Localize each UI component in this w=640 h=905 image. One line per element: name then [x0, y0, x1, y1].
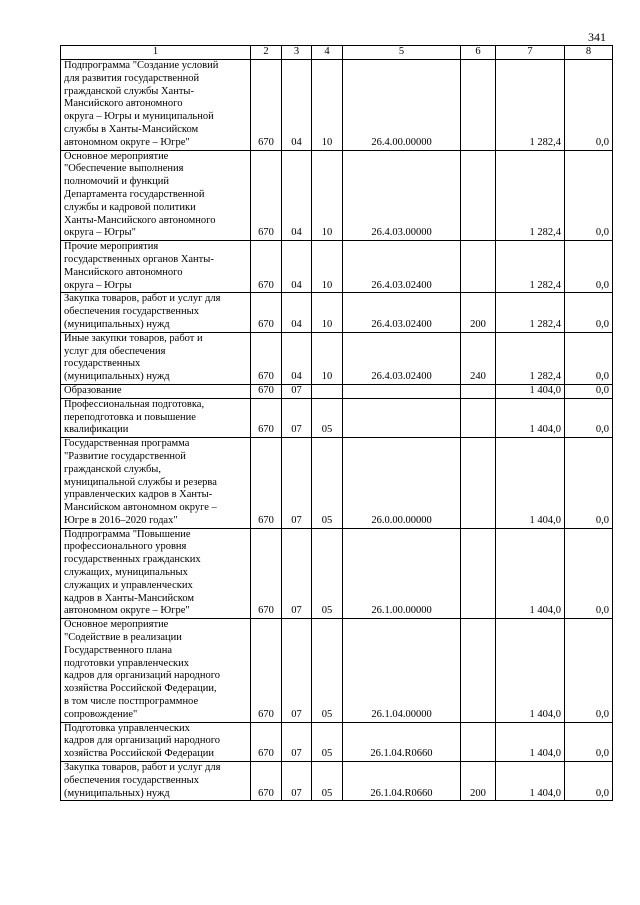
cell-amount-2017: 1 404,0 [496, 619, 565, 722]
cell-amount-2017: 1 404,0 [496, 722, 565, 761]
cell-target-article [343, 398, 461, 437]
cell-amount-2018: 0,0 [565, 528, 613, 619]
table-row [61, 241, 613, 293]
cell-ministry-code: 670 [251, 60, 282, 151]
cell-target-article: 26.1.04.R0660 [343, 722, 461, 761]
row-name-cell: Закупка товаров, работ и услуг для обеспечения государственных (муниципальных) нужд [61, 762, 251, 801]
cell-subsection-code: 10 [312, 332, 343, 384]
cell-section-code: 04 [282, 241, 312, 293]
cell-expense-type [461, 241, 496, 293]
table-row [61, 722, 613, 761]
column-header: 7 [496, 46, 565, 60]
table-row [61, 438, 613, 529]
cell-section-code: 04 [282, 150, 312, 241]
cell-section-code: 04 [282, 332, 312, 384]
cell-subsection-code: 10 [312, 60, 343, 151]
table-row [61, 398, 613, 437]
cell-amount-2017: 1 404,0 [496, 762, 565, 801]
cell-amount-2018: 0,0 [565, 241, 613, 293]
cell-amount-2017: 1 404,0 [496, 384, 565, 398]
column-header: 5 [343, 46, 461, 60]
table-row [61, 293, 613, 332]
cell-expense-type [461, 619, 496, 722]
cell-subsection-code: 05 [312, 398, 343, 437]
cell-amount-2018: 0,0 [565, 332, 613, 384]
table-row [61, 619, 613, 722]
column-header: 3 [282, 46, 312, 60]
cell-expense-type [461, 722, 496, 761]
cell-subsection-code: 10 [312, 241, 343, 293]
column-header: 4 [312, 46, 343, 60]
cell-target-article: 26.4.03.02400 [343, 332, 461, 384]
cell-expense-type [461, 528, 496, 619]
row-name-cell: Прочие мероприятия государственных органов Ханты- Мансийского автономного округа – Югры [61, 241, 251, 293]
cell-subsection-code: 05 [312, 438, 343, 529]
cell-section-code: 04 [282, 293, 312, 332]
row-name-cell: Закупка товаров, работ и услуг для обеспечения государственных (муниципальных) нужд [61, 293, 251, 332]
cell-subsection-code: 10 [312, 293, 343, 332]
cell-amount-2017: 1 404,0 [496, 438, 565, 529]
cell-subsection-code: 05 [312, 528, 343, 619]
table-row [61, 762, 613, 801]
cell-ministry-code: 670 [251, 241, 282, 293]
cell-target-article: 26.4.03.02400 [343, 293, 461, 332]
cell-amount-2018: 0,0 [565, 60, 613, 151]
cell-ministry-code: 670 [251, 619, 282, 722]
cell-target-article: 26.4.00.00000 [343, 60, 461, 151]
row-name-cell: Иные закупки товаров, работ и услуг для обеспечения государственных (муниципальных) нужд [61, 332, 251, 384]
cell-subsection-code: 10 [312, 150, 343, 241]
cell-amount-2017: 1 282,4 [496, 332, 565, 384]
cell-amount-2018: 0,0 [565, 150, 613, 241]
cell-target-article: 26.4.03.00000 [343, 150, 461, 241]
cell-expense-type [461, 150, 496, 241]
row-name-cell: Образование [61, 384, 251, 398]
column-header: 1 [61, 46, 251, 60]
row-name-cell: Подпрограмма "Повышение профессионального уровня государственных гражданских служащих, муниципальных служащих и управленческих кадров в Ханты-Мансийском автономном округе – Югре" [61, 528, 251, 619]
cell-section-code: 07 [282, 528, 312, 619]
cell-section-code: 07 [282, 619, 312, 722]
cell-amount-2017: 1 282,4 [496, 241, 565, 293]
cell-ministry-code: 670 [251, 384, 282, 398]
page-number: 341 [588, 30, 606, 44]
cell-ministry-code: 670 [251, 762, 282, 801]
cell-amount-2017: 1 282,4 [496, 293, 565, 332]
column-header: 6 [461, 46, 496, 60]
cell-amount-2017: 1 404,0 [496, 398, 565, 437]
cell-expense-type [461, 398, 496, 437]
cell-amount-2017: 1 282,4 [496, 150, 565, 241]
cell-amount-2017: 1 404,0 [496, 528, 565, 619]
cell-expense-type: 200 [461, 293, 496, 332]
cell-amount-2017: 1 282,4 [496, 60, 565, 151]
cell-section-code: 07 [282, 398, 312, 437]
cell-expense-type: 200 [461, 762, 496, 801]
cell-expense-type [461, 384, 496, 398]
cell-amount-2018: 0,0 [565, 438, 613, 529]
cell-ministry-code: 670 [251, 528, 282, 619]
budget-table [60, 45, 613, 801]
cell-section-code: 07 [282, 384, 312, 398]
table-row [61, 60, 613, 151]
cell-subsection-code: 05 [312, 722, 343, 761]
cell-section-code: 04 [282, 60, 312, 151]
cell-subsection-code: 05 [312, 762, 343, 801]
cell-ministry-code: 670 [251, 150, 282, 241]
cell-target-article: 26.1.04.R0660 [343, 762, 461, 801]
cell-amount-2018: 0,0 [565, 722, 613, 761]
cell-amount-2018: 0,0 [565, 762, 613, 801]
column-header: 8 [565, 46, 613, 60]
row-name-cell: Основное мероприятие "Обеспечение выполнения полномочий и функций Департамента государственной службы и кадровой политики Ханты-Мансийского автономного округа – Югры" [61, 150, 251, 241]
cell-target-article: 26.1.04.00000 [343, 619, 461, 722]
cell-amount-2018: 0,0 [565, 293, 613, 332]
cell-target-article: 26.1.00.00000 [343, 528, 461, 619]
cell-amount-2018: 0,0 [565, 384, 613, 398]
cell-ministry-code: 670 [251, 438, 282, 529]
cell-amount-2018: 0,0 [565, 619, 613, 722]
table-row [61, 528, 613, 619]
cell-ministry-code: 670 [251, 293, 282, 332]
row-name-cell: Профессиональная подготовка, переподготовка и повышение квалификации [61, 398, 251, 437]
cell-section-code: 07 [282, 722, 312, 761]
cell-subsection-code: 05 [312, 619, 343, 722]
cell-target-article: 26.4.03.02400 [343, 241, 461, 293]
cell-expense-type: 240 [461, 332, 496, 384]
cell-ministry-code: 670 [251, 398, 282, 437]
table-row [61, 332, 613, 384]
row-name-cell: Подготовка управленческих кадров для организаций народного хозяйства Российской Федерации [61, 722, 251, 761]
row-name-cell: Подпрограмма "Создание условий для развития государственной гражданской службы Ханты- Мансийского автономного округа – Югры и муниципальной службы в Ханты-Мансийском автономном округе – Югре" [61, 60, 251, 151]
cell-expense-type [461, 60, 496, 151]
column-header: 2 [251, 46, 282, 60]
row-name-cell: Государственная программа "Развитие государственной гражданской службы, муниципальной службы и резерва управленческих кадров в Ханты- Мансийском автономном округе – Югре в 2016–2020 годах" [61, 438, 251, 529]
cell-ministry-code: 670 [251, 332, 282, 384]
table-row [61, 384, 613, 398]
cell-section-code: 07 [282, 762, 312, 801]
cell-subsection-code [312, 384, 343, 398]
table-header-row [61, 46, 613, 60]
cell-section-code: 07 [282, 438, 312, 529]
cell-ministry-code: 670 [251, 722, 282, 761]
cell-amount-2018: 0,0 [565, 398, 613, 437]
row-name-cell: Основное мероприятие "Содействие в реализации Государственного плана подготовки управленческих кадров для организаций народного хозяйства Российской Федерации, в том числе постпрограммное сопровождение" [61, 619, 251, 722]
cell-expense-type [461, 438, 496, 529]
table-row [61, 150, 613, 241]
cell-target-article [343, 384, 461, 398]
cell-target-article: 26.0.00.00000 [343, 438, 461, 529]
